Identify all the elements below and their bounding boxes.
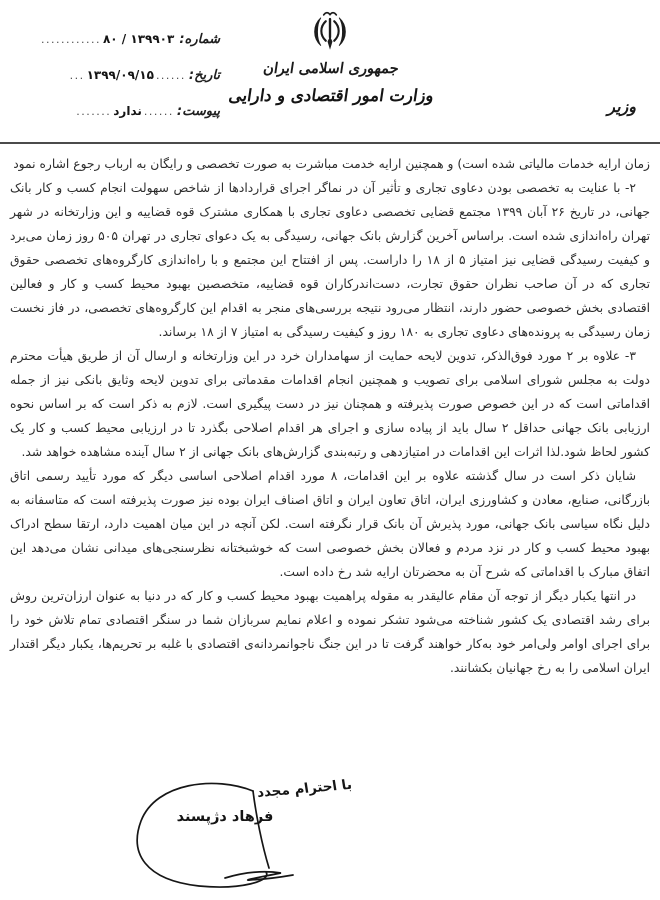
letter-body xyxy=(10,152,650,680)
attachment-leader-dots: ....... xyxy=(76,105,112,118)
ministry-title: وزارت امور اقتصادی و دارایی xyxy=(226,86,434,105)
date-leader-dots: ...... xyxy=(155,69,186,82)
attachment-leader-dots: ...... xyxy=(143,105,174,118)
date-leader-dots: ... xyxy=(69,69,85,82)
attachment-label: پیوست: xyxy=(176,104,220,119)
signature-block xyxy=(128,776,363,899)
letterhead-center xyxy=(180,6,480,105)
number-value: ۱۳۹۹۰۳ / ۸۰ xyxy=(102,32,175,46)
paragraph-item-2: ۲- با عنایت به تخصصی بودن دعاوی تجاری و تأثیر آن در نماگر اجرای قراردادها از شاخص سهولت انجام کسب و کار بانک جهانی، در تاریخ ۲۶ آبان ۱۳۹۹ مجتمع قضایی تخصصی دعاوی تجاری با همکاری مشترک قوه قضاییه و این وزارتخانه در شهر تهران راه‌اندازی شده است. براساس آخرین گزارش بانک جهانی، رسیدگی به یک دعوای تجاری در تهران ۵۰۵ روز زمان می‌برد و کیفیت رسیدگی قضایی نیز امتیاز ۵ از ۱۸ را داراست. پس از افتتاح این مجتمع و با راه‌اندازی کارگروه‌های تخصصی حقوق تجاری که در آن صاحب نظران حقوق تجارت، دست‌اندرکاران قوه قضاییه، متخصصین بهبود محیط کسب و کار و فعالین اقتصادی بخش خصوصی حضور دارند، انتظار می‌رود نتیجه بررسی‌های منجر به اقدام این کارگروه‌های تخصصی، در فاز نخست زمان رسیدگی به پرونده‌های دعاوی تجاری به ۱۸۰ روز و کیفیت رسیدگی به امتیاز ۷ از ۱۸ برساند. xyxy=(10,181,650,339)
paragraph-note: شایان ذکر است در سال گذشته علاوه بر این اقدامات، ۸ مورد اقدام اصلاحی اساسی دیگر که مورد تأیید رسمی اتاق بازرگانی، صنایع، معادن و کشاورزی ایران، اتاق تعاون ایران و اتاق اصناف ایران بوده نیز صورت پذیرفته است که متاسفانه به دلیل نگاه سیاسی بانک جهانی، مورد پذیرش آن بانک قرار نگرفته است. لکن آنچه در این میان اهمیت دارد، ارتقا سطح ادراک بهبود محیط کسب و کار در نزد مردم و فعالان بخش خصوصی است که خوشبختانه نظرسنجی‌های میدانی نشان می‌دهد این اتفاق مبارک با اقداماتی که شرح آن به محضرتان ارایه شد رخ داده است. xyxy=(10,469,650,579)
number-leader-dots: ............ xyxy=(41,33,101,46)
signature-name: فرهاد دژپسند xyxy=(176,809,274,825)
iran-national-emblem-icon xyxy=(309,6,351,56)
paragraph-item-3: ۳- علاوه بر ۲ مورد فوق‌الذکر، تدوین لایحه حمایت از سهامداران خرد در این وزارتخانه و ارسال آن از طریق هیأت محترم دولت به مجلس شورای اسلامی برای تصویب و همچنین انجام اقدامات مقدماتی برای تدوین لایحه وثایق بانکی نیز از جمله اقداماتی است که در این خصوص صورت پذیرفته و همچنان نیز در دست پیگیری است. لازم به ذکر است که بر اساس نحوه ارزیابی بانک جهانی حداقل ۲ سال باید از پیاده سازی و اجرای هر اقدام اصلاحی بگذرد تا در ارزیابی محیط کسب و کار یک کشور لحاظ شود.لذا اثرات این اقدامات در امتیازدهی و رتبه‌بندی گزارش‌های بانک جهانی از ۲ سال آینده مشاهده خواهد شد. xyxy=(10,349,650,459)
date-value: ۱۳۹۹/۰۹/۱۵ xyxy=(86,68,154,82)
attachment-value: ندارد xyxy=(113,104,142,118)
attachment-field xyxy=(6,104,220,119)
paragraph-continuation: زمان ارایه خدمات مالیاتی شده است) و همچنین ارایه خدمت مباشرت به صورت تخصصی و رایگان به ارباب رجوع اشاره نمود xyxy=(13,157,650,171)
paragraph-closing: در انتها یکبار دیگر از توجه آن مقام عالیقدر به مقوله پراهمیت بهبود محیط کسب و کار که در دنیا به عنوان ارزان‌ترین روش برای رشد اقتصادی یک کشور شناخته می‌شود تشکر نموده و اعلام نمایم سربازان شما در سنگر اقتصادی تمام تلاش خود را برای اجرای اوامر ولی‌امر خود به‌کار خواهند گرفت تا در این جنگ ناجوانمردانه‌ی اقتصادی با غلبه بر تحریم‌ها، یکبار دیگر اقتدار ایران اسلامی را به رخ جهانیان بکشانند. xyxy=(10,589,650,675)
signature-salutation: با احترام مجدد xyxy=(255,776,354,801)
addressee-title: وزیر xyxy=(607,97,636,116)
date-label: تاریخ: xyxy=(188,68,220,83)
country-title: جمهوری اسلامی ایران xyxy=(261,61,399,77)
letterhead-divider xyxy=(0,142,660,144)
letterhead xyxy=(0,0,660,142)
number-label: شماره: xyxy=(179,32,220,47)
